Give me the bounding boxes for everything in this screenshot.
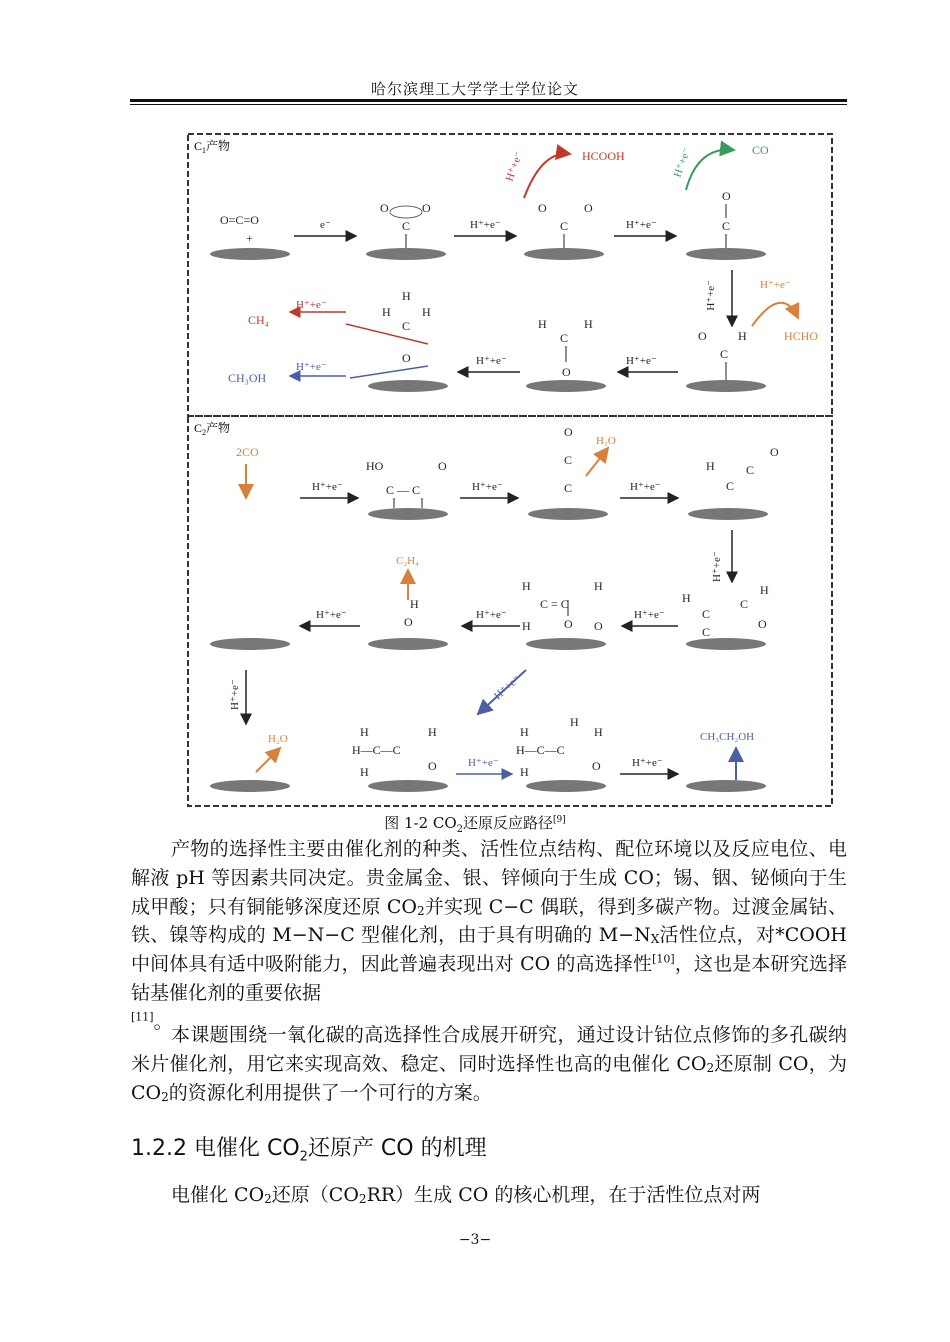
svg-text:H: H — [570, 715, 579, 729]
svg-text:H₂O: H₂O — [596, 435, 616, 447]
svg-text:O: O — [758, 617, 767, 631]
c1-panel-label: $C_1$产物 — [194, 139, 231, 155]
svg-text:O: O — [438, 459, 447, 473]
svg-text:O: O — [562, 365, 571, 379]
svg-text:C: C — [564, 481, 573, 495]
svg-text:H: H — [382, 305, 391, 319]
svg-text:O=C=O: O=C=O — [220, 213, 259, 227]
svg-text:CH₃CH₂OH: CH₃CH₂OH — [700, 731, 755, 743]
svg-text:C₂H₄: C₂H₄ — [396, 555, 419, 567]
page-number: −3− — [458, 1232, 492, 1248]
svg-text:H⁺+e⁻: H⁺+e⁻ — [476, 609, 507, 621]
svg-text:H⁺+e⁻: H⁺+e⁻ — [312, 481, 343, 493]
svg-text:H⁺+e⁻: H⁺+e⁻ — [296, 361, 327, 373]
svg-text:H⁺+e⁻: H⁺+e⁻ — [470, 219, 501, 231]
svg-text:H: H — [584, 317, 593, 331]
svg-text:H⁺+e⁻: H⁺+e⁻ — [630, 481, 661, 493]
svg-text:2CO: 2CO — [236, 445, 259, 459]
c2-panel-label: $C_2$产物 — [194, 421, 231, 437]
svg-text:C: C — [746, 463, 755, 477]
paragraph-research-topic: 本课题围绕一氧化碳的高选择性合成展开研究，通过设计钴位点修饰的多孔碳纳米片催化剂，用它来实现高效、稳定、同时选择性也高的电催化 $CO_2$还原制 CO，为 $CO_2$的资源化利用提供了一个可行的方案。 — [131, 1024, 848, 1104]
reaction-pathway-figure — [186, 130, 836, 810]
svg-text:H: H — [402, 289, 411, 303]
c1-molecules — [220, 189, 747, 380]
svg-text:O: O — [422, 201, 431, 215]
svg-text:C: C — [720, 347, 729, 361]
svg-text:H: H — [706, 459, 715, 473]
svg-text:H: H — [410, 597, 419, 611]
svg-text:O: O — [404, 615, 413, 629]
svg-text:H⁺+e⁻: H⁺+e⁻ — [634, 609, 665, 621]
svg-text:H: H — [682, 591, 691, 605]
svg-text:O: O — [564, 617, 573, 631]
svg-text:O: O — [538, 201, 547, 215]
svg-text:O: O — [564, 425, 573, 439]
svg-text:C: C — [560, 219, 569, 233]
svg-text:H⁺+e⁻: H⁺+e⁻ — [472, 481, 503, 493]
svg-text:H: H — [428, 725, 437, 739]
svg-text:O: O — [592, 759, 601, 773]
svg-text:O: O — [698, 329, 707, 343]
svg-text:H: H — [360, 725, 369, 739]
svg-text:O: O — [428, 759, 437, 773]
figure-caption: 图 1-2 $CO_2$还原反应路径[9] — [384, 814, 566, 835]
page-header-title: 哈尔滨理工大学学士学位论文 — [370, 80, 579, 98]
svg-text:H⁺+e⁻: H⁺+e⁻ — [671, 146, 694, 180]
svg-text:H⁺+e⁻: H⁺+e⁻ — [503, 150, 526, 184]
svg-text:H⁺+e⁻: H⁺+e⁻ — [711, 551, 723, 582]
svg-text:H: H — [520, 765, 529, 779]
svg-text:H—C—C: H—C—C — [516, 743, 565, 757]
svg-text:C: C — [702, 607, 711, 621]
svg-text:H: H — [538, 317, 547, 331]
svg-text:H⁺+e⁻: H⁺+e⁻ — [626, 355, 657, 367]
svg-text:O: O — [770, 445, 779, 459]
svg-text:H: H — [522, 579, 531, 593]
svg-text:H—C—C: H—C—C — [352, 743, 401, 757]
svg-text:H: H — [522, 619, 531, 633]
header-rule-thick — [130, 99, 847, 102]
svg-text:H: H — [760, 583, 769, 597]
svg-text:C = C: C = C — [540, 597, 569, 611]
svg-text:H: H — [520, 725, 529, 739]
svg-text:H: H — [422, 305, 431, 319]
svg-text:H: H — [594, 725, 603, 739]
svg-text:H⁺+e⁻: H⁺+e⁻ — [468, 757, 499, 769]
svg-text:H⁺+e⁻: H⁺+e⁻ — [476, 355, 507, 367]
paragraph-product-selectivity: 产物的选择性主要由催化剂的种类、活性位点结构、配位环境以及反应电位、电解液 pH 等因素共同决定。贵金属金、银、锌倾向于生成 CO；锡、铟、铋倾向于生成甲酸；只有铜能够深度还原 $CO_2$并实现 C−C 偶联，得到多碳产物。过渡金属钴、铁、镍等构成的 M−N−C 型催化剂，由于具有明确的 $M-N_X$活性位点，对*COOH 中间体具有适中吸附能力，因此普遍表现出对 CO 的高选择性[10]，这也是本研究选择钴基催化剂的重要依据 [11]。 — [131, 838, 848, 1033]
svg-text:C: C — [722, 219, 731, 233]
svg-text:H⁺+e⁻: H⁺+e⁻ — [316, 609, 347, 621]
svg-text:O: O — [380, 201, 389, 215]
svg-text:C: C — [740, 597, 749, 611]
svg-text:C: C — [726, 479, 735, 493]
svg-text:H: H — [360, 765, 369, 779]
svg-text:O: O — [584, 201, 593, 215]
svg-text:CH₃OH: CH₃OH — [228, 371, 267, 385]
catalyst-surfaces — [210, 248, 768, 792]
svg-text:CH₄: CH₄ — [248, 313, 269, 327]
svg-text:H⁺+e⁻: H⁺+e⁻ — [632, 757, 663, 769]
svg-text:+: + — [246, 231, 253, 245]
svg-text:H₂O: H₂O — [268, 733, 288, 745]
header-rule-thin — [130, 104, 847, 105]
svg-text:C — C: C — C — [386, 483, 421, 497]
svg-text:e⁻: e⁻ — [320, 219, 331, 231]
paragraph-mechanism: 电催化 $CO_2$还原$(CO_2RR)$生成 CO 的核心机理，在于活性位点对两 — [171, 1184, 761, 1206]
svg-text:C: C — [564, 453, 573, 467]
svg-text:C: C — [402, 319, 411, 333]
svg-text:C: C — [702, 625, 711, 639]
svg-text:H⁺+e⁻: H⁺+e⁻ — [491, 672, 523, 703]
svg-text:H⁺+e⁻: H⁺+e⁻ — [760, 279, 791, 291]
c2-panel-frame — [188, 416, 832, 806]
svg-text:HCOOH: HCOOH — [582, 149, 625, 163]
svg-text:HO: HO — [366, 459, 384, 473]
svg-text:H⁺+e⁻: H⁺+e⁻ — [705, 280, 717, 311]
section-heading: 1.2.2 电催化 $CO_2$还原产 CO 的机理 — [131, 1136, 487, 1165]
reaction-scheme-svg — [186, 130, 836, 810]
svg-text:H⁺+e⁻: H⁺+e⁻ — [626, 219, 657, 231]
c2-molecules — [236, 425, 779, 779]
svg-text:C: C — [560, 331, 569, 345]
svg-text:O: O — [594, 619, 603, 633]
svg-text:H⁺+e⁻: H⁺+e⁻ — [296, 299, 327, 311]
svg-text:CO: CO — [752, 143, 769, 157]
svg-text:H: H — [594, 579, 603, 593]
svg-text:H⁺+e⁻: H⁺+e⁻ — [229, 679, 241, 710]
svg-text:O: O — [722, 189, 731, 203]
svg-text:H: H — [738, 329, 747, 343]
svg-text:C: C — [402, 219, 411, 233]
svg-text:O: O — [402, 351, 411, 365]
svg-text:HCHO: HCHO — [784, 329, 819, 343]
